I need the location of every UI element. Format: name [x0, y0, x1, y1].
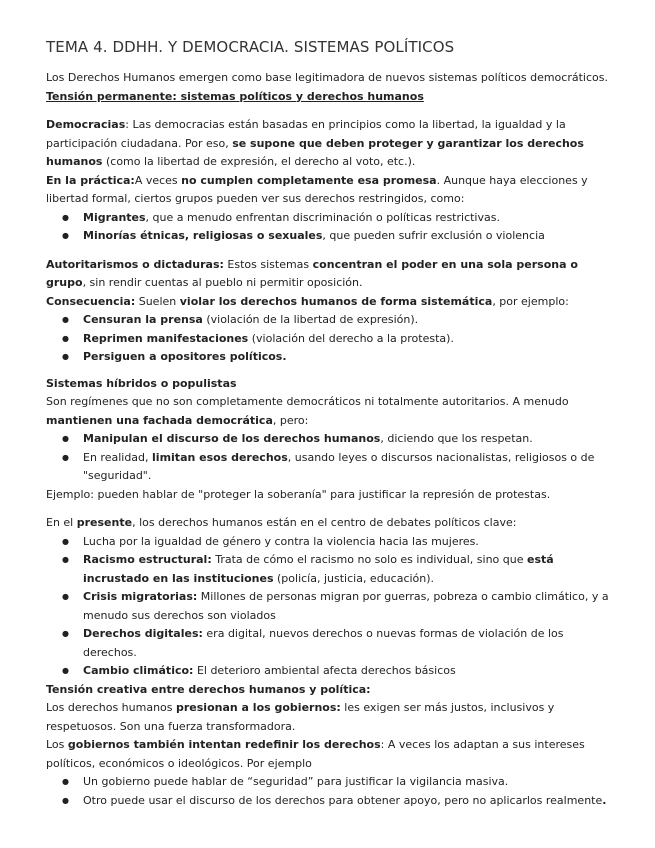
list-item: ● Lucha por la igualdad de género y contra la violencia hacia las mujeres. [46, 533, 616, 552]
list-item: ● Manipulan el discurso de los derechos humanos, diciendo que los respetan. [46, 430, 616, 449]
list-item: ● Otro puede usar el discurso de los derechos para obtener apoyo, pero no aplicarlos realmente. [46, 792, 616, 811]
consecuencia-paragraph: Consecuencia: Suelen violar los derechos humanos de forma sistemática, por ejemplo: [46, 294, 569, 308]
list-item: ● Reprimen manifestaciones (violación del derecho a la protesta). [46, 330, 616, 349]
intro-paragraph: Los Derechos Humanos emergen como base legitimadora de nuevos sistemas políticos democráticos. [46, 71, 608, 84]
list-item: ● Derechos digitales: era digital, nuevos derechos o nuevas formas de violación de los derechos. [46, 625, 616, 662]
list-item: ● Cambio climático: El deterioro ambiental afecta derechos básicos [46, 662, 616, 681]
hibridos-example: Ejemplo: pueden hablar de "proteger la soberanía" para justificar la represión de protestas. [46, 487, 551, 501]
intro-subheading: Tensión permanente: sistemas políticos y derechos humanos [46, 89, 424, 103]
hibridos-paragraph: Son regímenes que no son completamente democráticos ni totalmente autoritarios. A menudo mantienen una fachada democrática, pero: [46, 395, 569, 427]
list-item: ● Crisis migratorias: Millones de personas migran por guerras, pobreza o cambio climático, y a menudo sus derechos son violados [46, 588, 616, 625]
autoritarismos-list [46, 311, 616, 367]
list-item: ● En realidad, limitan esos derechos, usando leyes o discursos nacionalistas, religiosos o de "seguridad". [46, 449, 616, 486]
list-item: ● Un gobierno puede hablar de “seguridad” para justificar la vigilancia masiva. [46, 773, 616, 792]
tension-heading: Tensión creativa entre derechos humanos y política: [46, 682, 371, 696]
autoritarismos-paragraph: Autoritarismos o dictaduras: Estos sistemas concentran el poder en una sola persona o grupo, sin rendir cuentas al pueblo ni permitir oposición. [46, 257, 578, 289]
list-item: ● Migrantes, que a menudo enfrentan discriminación o políticas restrictivas. [46, 209, 616, 228]
list-item: ● Racismo estructural: Trata de cómo el racismo no solo es individual, sino que está incrustado en las instituciones (policía, justicia, educación). [46, 551, 616, 588]
democracias-paragraph: Democracias: Las democracias están basadas en principios como la libertad, la igualdad y la participación ciudadana. Por eso, se supone que deben proteger y garantizar los derechos humanos (como la libertad de expresión, el derecho al voto, etc.). [46, 118, 584, 168]
tension-paragraph-2: Los gobiernos también intentan redefinir los derechos: A veces los adaptan a sus intereses políticos, económicos o ideológicos. Por ejemplo [46, 738, 585, 770]
document-page [46, 38, 616, 810]
list-item: ● Minorías étnicas, religiosas o sexuales, que pueden sufrir exclusión o violencia [46, 227, 616, 246]
tension-list [46, 773, 616, 810]
list-item: ● Censuran la prensa (violación de la libertad de expresión). [46, 311, 616, 330]
presente-paragraph: En el presente, los derechos humanos están en el centro de debates políticos clave: [46, 516, 517, 529]
practica-paragraph: En la práctica:A veces no cumplen completamente esa promesa. Aunque haya elecciones y libertad formal, ciertos grupos pueden ver sus derechos restringidos, como: [46, 173, 588, 205]
hibridos-list [46, 430, 616, 486]
tension-paragraph-1: Los derechos humanos presionan a los gobiernos: les exigen ser más justos, inclusivos y respetuosos. Son una fuerza transformadora. [46, 701, 555, 733]
list-item: ● Persiguen a opositores políticos. [46, 348, 616, 367]
document-title: TEMA 4. DDHH. Y DEMOCRACIA. SISTEMAS POLÍTICOS [46, 38, 455, 56]
hibridos-heading: Sistemas híbridos o populistas [46, 376, 237, 390]
presente-list [46, 533, 616, 681]
democracias-list [46, 209, 616, 246]
